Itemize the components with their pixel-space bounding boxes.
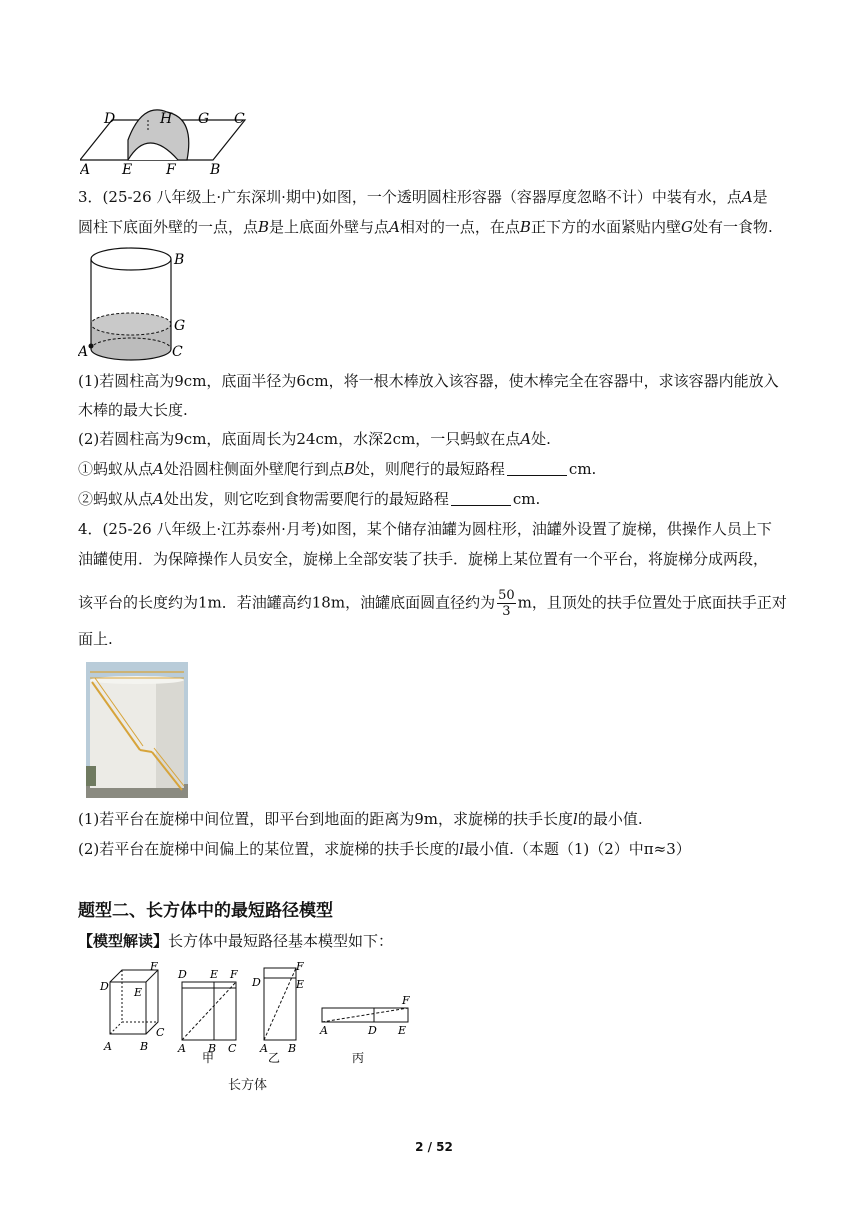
cuboid-diagrams bbox=[96, 958, 426, 1064]
q3-source: (25-26 八年级上·广东深圳·期中) bbox=[102, 188, 322, 206]
label-F: F bbox=[166, 162, 176, 176]
svg-text:A: A bbox=[260, 1042, 268, 1055]
svg-text:B: B bbox=[208, 1042, 217, 1055]
oil-tank-photo bbox=[86, 662, 188, 798]
q3-part1-line2: 木棒的最大长度. bbox=[78, 401, 188, 419]
fraction-50-3: $\frac{50}{3}$ bbox=[498, 588, 515, 619]
q3-part1-line1: (1)若圆柱高为9cm，底面半径为6cm，将一根木棒放入该容器，使木棒完全在容器中，求该容器内能放入 bbox=[78, 372, 779, 390]
svg-text:A: A bbox=[104, 1040, 112, 1053]
caption-bing: 丙 bbox=[352, 1051, 365, 1064]
q3-stem-line2: 圆柱下底面外壁的一点，点B是上底面外壁与点A相对的一点，在点B正下方的水面紧贴内壁G处有一食物. bbox=[78, 218, 773, 236]
cylinder-figure bbox=[78, 246, 198, 362]
net-bing bbox=[322, 1008, 408, 1022]
svg-text:D: D bbox=[252, 976, 261, 989]
q3-sub1: ①蚂蚁从点A处沿圆柱侧面外壁爬行到点B处，则爬行的最短路程 cm. bbox=[78, 460, 597, 478]
arch-figure bbox=[80, 106, 260, 176]
svg-text:C: C bbox=[156, 1026, 165, 1039]
label-G: G bbox=[198, 111, 210, 127]
label-H: H bbox=[160, 111, 173, 127]
svg-text:B: B bbox=[140, 1040, 149, 1053]
answer-blank-1[interactable] bbox=[507, 461, 567, 476]
q4-stem-line1: 4．(25-26 八年级上·江苏泰州·月考)如图，某个储存油罐为圆柱形，油罐外设置了旋梯，供操作人员上下 bbox=[78, 520, 772, 538]
label-E: E bbox=[122, 162, 133, 176]
q3-stem-line1: 3．(25-26 八年级上·广东深圳·期中)如图，一个透明圆柱形容器（容器厚度忽略不计）中装有水，点A是 bbox=[78, 188, 768, 206]
net-yi bbox=[264, 968, 296, 1040]
answer-blank-2[interactable] bbox=[451, 491, 511, 506]
svg-text:E: E bbox=[296, 978, 305, 991]
svg-text:E: E bbox=[398, 1024, 407, 1037]
svg-text:D: D bbox=[368, 1024, 377, 1037]
section-title: 题型二、长方体中的最短路径模型 bbox=[78, 901, 333, 921]
figure-caption: 长方体 bbox=[228, 1078, 268, 1093]
cyl-label-G: G bbox=[174, 318, 186, 334]
label-B: B bbox=[210, 162, 221, 176]
label-D: D bbox=[104, 111, 116, 127]
q4-part1: (1)若平台在旋梯中间位置，即平台到地面的距离为9m，求旋梯的扶手长度l的最小值. bbox=[78, 810, 643, 828]
svg-text:E: E bbox=[134, 986, 143, 999]
q3-part2: (2)若圆柱高为9cm，底面周长为24cm，水深2cm，一只蚂蚁在点A处. bbox=[78, 430, 551, 448]
svg-text:B: B bbox=[288, 1042, 297, 1055]
q4-stem-line3: 该平台的长度约为1m．若油罐高约18m，油罐底面圆直径约为 $\frac{50}{3}$ m，且顶处的扶手位置处于底面扶手正对 bbox=[78, 588, 787, 619]
svg-text:D: D bbox=[100, 980, 109, 993]
q3-number: 3． bbox=[78, 188, 103, 206]
q4-stem-line4: 面上. bbox=[78, 630, 113, 648]
q4-part2: (2)若平台在旋梯中间偏上的某位置，求旋梯的扶手长度的l最小值.（本题（1)（2）中π≈3） bbox=[78, 840, 691, 858]
svg-text:F: F bbox=[230, 968, 238, 981]
cyl-label-A: A bbox=[78, 344, 89, 360]
cuboid-3d bbox=[110, 970, 158, 1034]
cyl-label-B: B bbox=[174, 252, 185, 268]
net-jia bbox=[182, 982, 236, 1040]
caption-jia: 甲 bbox=[202, 1051, 215, 1064]
svg-text:E: E bbox=[210, 968, 219, 981]
svg-text:D: D bbox=[178, 968, 187, 981]
label-C: C bbox=[234, 111, 245, 127]
label-A: A bbox=[80, 162, 91, 176]
model-reading: 【模型解读】长方体中最短路径基本模型如下： bbox=[78, 932, 394, 950]
svg-text:F: F bbox=[402, 994, 410, 1007]
svg-text:A: A bbox=[320, 1024, 328, 1037]
svg-text:C: C bbox=[228, 1042, 237, 1055]
page-number: 2 / 52 bbox=[415, 1140, 453, 1154]
q4-stem-line2: 油罐使用．为保障操作人员安全，旋梯上全部安装了扶手．旋梯上某位置有一个平台，将旋梯分成两段， bbox=[78, 550, 769, 568]
caption-yi: 乙 bbox=[268, 1051, 281, 1064]
q3-sub2: ②蚂蚁从点A处出发，则它吃到食物需要爬行的最短路程 cm. bbox=[78, 490, 541, 508]
svg-text:A: A bbox=[178, 1042, 186, 1055]
svg-text:F: F bbox=[296, 960, 304, 973]
cyl-label-C: C bbox=[172, 344, 183, 360]
svg-text:F: F bbox=[150, 960, 158, 973]
